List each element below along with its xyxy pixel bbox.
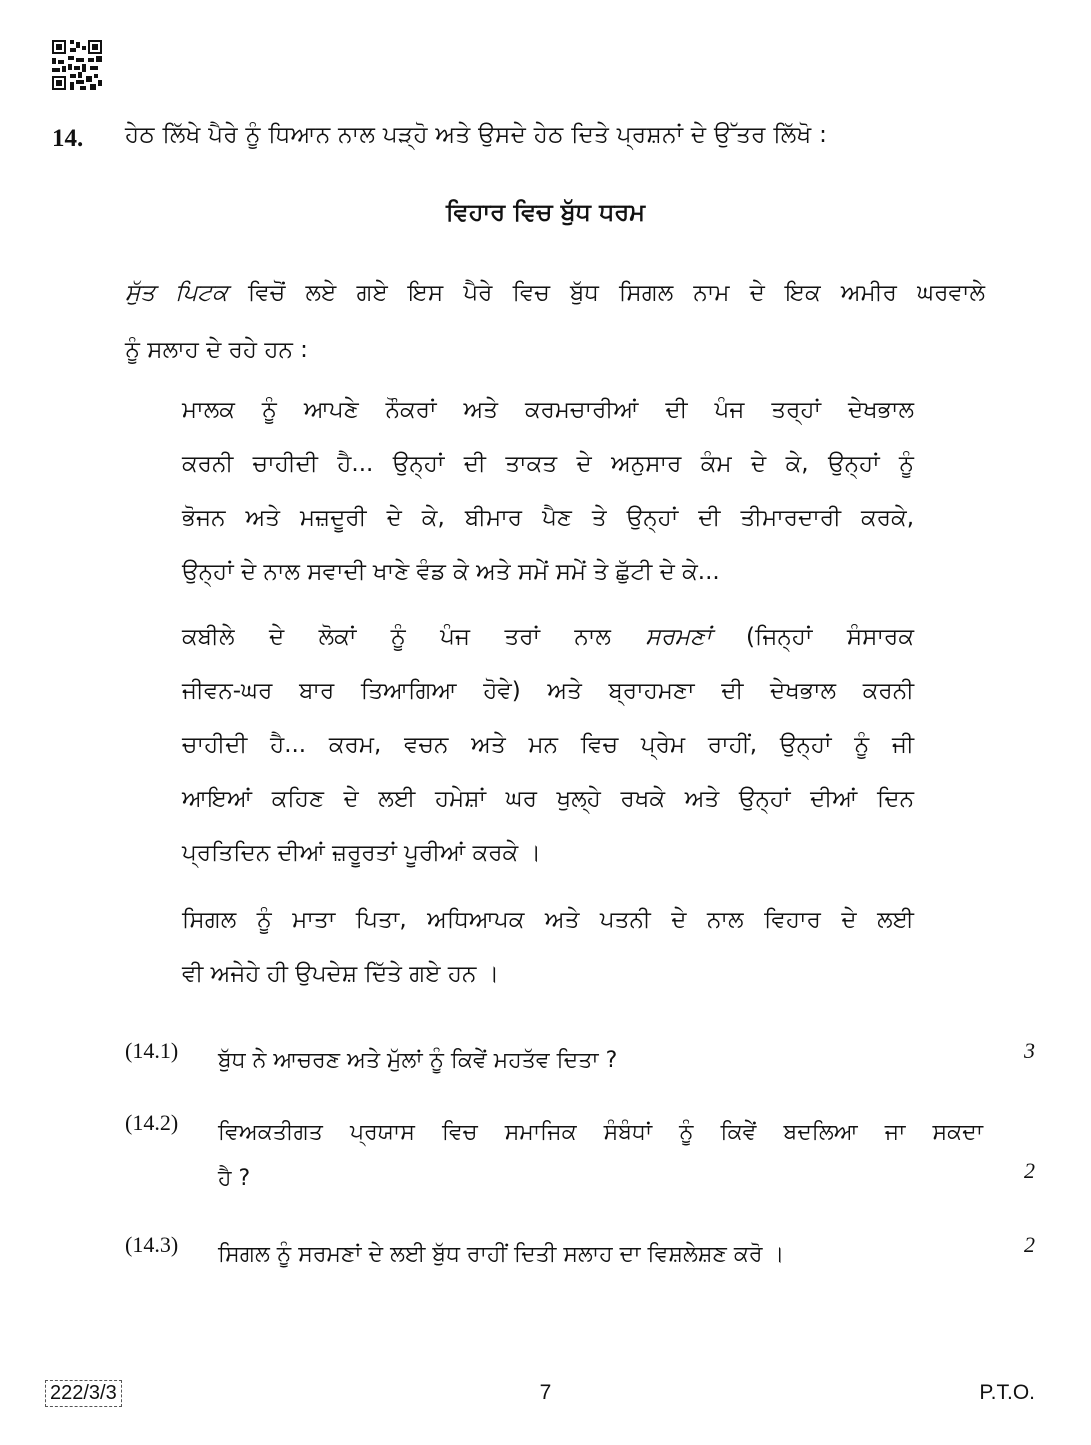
quote-line: ਆਇਆਂ ਕਹਿਣ ਦੇ ਲਈ ਹਮੇਸ਼ਾਂ ਘਰ ਖੁਲ੍ਹੇ ਰਖਕੇ ਅਤੇ ਉਨ੍ਹਾਂ ਦੀਆਂ ਦਿਨ bbox=[182, 786, 914, 812]
intro-line-1 bbox=[125, 265, 985, 322]
quote-line: ਸਿਗਲ ਨੂੰ ਮਾਤਾ ਪਿਤਾ, ਅਧਿਆਪਕ ਅਤੇ ਪਤਨੀ ਦੇ ਨਾਲ ਵਿਹਾਰ ਦੇ ਲਈ bbox=[182, 907, 914, 933]
quote-line: ਪ੍ਰਤਿਦਿਨ ਦੀਆਂ ਜ਼ਰੂਰਤਾਂ ਪੂਰੀਆਂ ਕਰਕੇ । bbox=[182, 840, 542, 866]
quote-line bbox=[182, 610, 914, 664]
subquestion-marks: 2 bbox=[1024, 1158, 1035, 1183]
quote-line: ਜੀਵਨ-ਘਰ ਬਾਰ ਤਿਆਗਿਆ ਹੋਵੇ) ਅਤੇ ਬ੍ਰਾਹਮਣਾ ਦੀ ਦੇਖਭਾਲ ਕਰਨੀ bbox=[182, 678, 914, 704]
question-instruction: ਹੇਠ ਲਿੱਖੇ ਪੈਰੇ ਨੂੰ ਧਿਆਨ ਨਾਲ ਪੜ੍ਹੋ ਅਤੇ ਉਸਦੇ ਹੇਠ ਦਿਤੇ ਪ੍ਰਸ਼ਨਾਂ ਦੇ ਉੱਤਰ ਲਿੱਖੋ : bbox=[125, 122, 828, 148]
subquestion-14-1 bbox=[125, 1038, 1035, 1078]
subquestion-14-2 bbox=[125, 1110, 1035, 1200]
quote-line: ਕਰਨੀ ਚਾਹੀਦੀ ਹੈ... ਉਨ੍ਹਾਂ ਦੀ ਤਾਕਤ ਦੇ ਅਨੁਸਾਰ ਕੰਮ ਦੇ ਕੇ, ਉਨ੍ਹਾਂ ਨੂੰ bbox=[182, 451, 914, 477]
quote-line: ਵੀ ਅਜੇਹੇ ਹੀ ਉਪਦੇਸ਼ ਦਿੱਤੇ ਗਏ ਹਨ । bbox=[182, 961, 500, 987]
subquestion-marks: 3 bbox=[1024, 1038, 1035, 1063]
passage-title: ਵਿਹਾਰ ਵਿਚ ਬੁੱਧ ਧਰਮ bbox=[445, 198, 646, 226]
quote-line-end: (ਜਿਨ੍ਹਾਂ ਸੰਸਾਰਕ bbox=[711, 624, 915, 650]
quote-line-start: ਕਬੀਲੇ ਦੇ ਲੋਕਾਂ ਨੂੰ ਪੰਜ ਤਰਾਂ ਨਾਲ bbox=[182, 624, 646, 650]
qr-code-icon bbox=[52, 40, 102, 90]
subquestion-14-3 bbox=[125, 1232, 1035, 1272]
subquestion-number: (14.1) bbox=[125, 1038, 179, 1063]
question-number: 14. bbox=[52, 125, 84, 152]
subquestion-line: ਵਿਅਕਤੀਗਤ ਪ੍ਰਯਾਸ ਵਿਚ ਸਮਾਜਿਕ ਸੰਬੰਧਾਂ ਨੂੰ ਕਿਵੇਂ ਬਦਲਿਆ ਜਾ ਸਕਦਾ bbox=[218, 1120, 983, 1145]
subquestion-line: ਬੁੱਧ ਨੇ ਆਚਰਣ ਅਤੇ ਮੁੱਲਾਂ ਨੂੰ ਕਿਵੇਂ ਮਹਤੱਵ ਦਿਤਾ ? bbox=[218, 1048, 618, 1073]
quote-line: ਉਨ੍ਹਾਂ ਦੇ ਨਾਲ ਸਵਾਦੀ ਖਾਣੇ ਵੰਡ ਕੇ ਅਤੇ ਸਮੇਂ ਸਮੇਂ ਤੇ ਛੁੱਟੀ ਦੇ ਕੇ... bbox=[182, 559, 720, 585]
please-turn-over: P.T.O. bbox=[979, 1381, 1035, 1404]
subquestion-line: ਹੈ ? bbox=[218, 1166, 251, 1191]
paper-code: 222/3/3 bbox=[45, 1380, 122, 1407]
intro-line-1-text: ਵਿਚੋਂ ਲਏ ਗਏ ਇਸ ਪੈਰੇ ਵਿਚ ਬੁੱਧ ਸਿਗਲ ਨਾਮ ਦੇ ਇਕ ਅਮੀਰ ਘਰਵਾਲੇ bbox=[227, 280, 985, 306]
quote-paragraph-3 bbox=[182, 893, 914, 1001]
quote-paragraph-2 bbox=[182, 610, 914, 880]
page-number: 7 bbox=[539, 1381, 552, 1404]
subquestion-text bbox=[218, 1110, 983, 1202]
source-title: ਸੁੱਤ ਪਿਟਕ bbox=[125, 280, 228, 306]
passage-intro bbox=[125, 265, 985, 379]
subquestion-text bbox=[218, 1038, 983, 1084]
subquestion-line: ਸਿਗਲ ਨੂੰ ਸਰਮਣਾਂ ਦੇ ਲਈ ਬੁੱਧ ਰਾਹੀਂ ਦਿਤੀ ਸਲਾਹ ਦਾ ਵਿਸ਼ਲੇਸ਼ਣ ਕਰੋ । bbox=[218, 1242, 785, 1267]
subquestion-marks: 2 bbox=[1024, 1232, 1035, 1257]
quote-line: ਚਾਹੀਦੀ ਹੈ... ਕਰਮ, ਵਚਨ ਅਤੇ ਮਨ ਵਿਚ ਪ੍ਰੇਮ ਰਾਹੀਂ, ਉਨ੍ਹਾਂ ਨੂੰ ਜੀ bbox=[182, 732, 914, 758]
subquestion-number: (14.2) bbox=[125, 1110, 179, 1135]
subquestion-text bbox=[218, 1232, 983, 1278]
quote-line: ਮਾਲਕ ਨੂੰ ਆਪਣੇ ਨੌਕਰਾਂ ਅਤੇ ਕਰਮਚਾਰੀਆਂ ਦੀ ਪੰਜ ਤਰ੍ਹਾਂ ਦੇਖਭਾਲ bbox=[182, 397, 914, 423]
term-sarmana: ਸਰਮਣਾਂ bbox=[645, 624, 712, 650]
quote-paragraph-1 bbox=[182, 383, 914, 599]
subquestion-number: (14.3) bbox=[125, 1232, 179, 1257]
intro-line-2: ਨੂੰ ਸਲਾਹ ਦੇ ਰਹੇ ਹਨ : bbox=[125, 337, 308, 363]
quote-line: ਭੋਜਨ ਅਤੇ ਮਜ਼ਦੂਰੀ ਦੇ ਕੇ, ਬੀਮਾਰ ਪੈਣ ਤੇ ਉਨ੍ਹਾਂ ਦੀ ਤੀਮਾਰਦਾਰੀ ਕਰਕੇ, bbox=[182, 505, 914, 531]
